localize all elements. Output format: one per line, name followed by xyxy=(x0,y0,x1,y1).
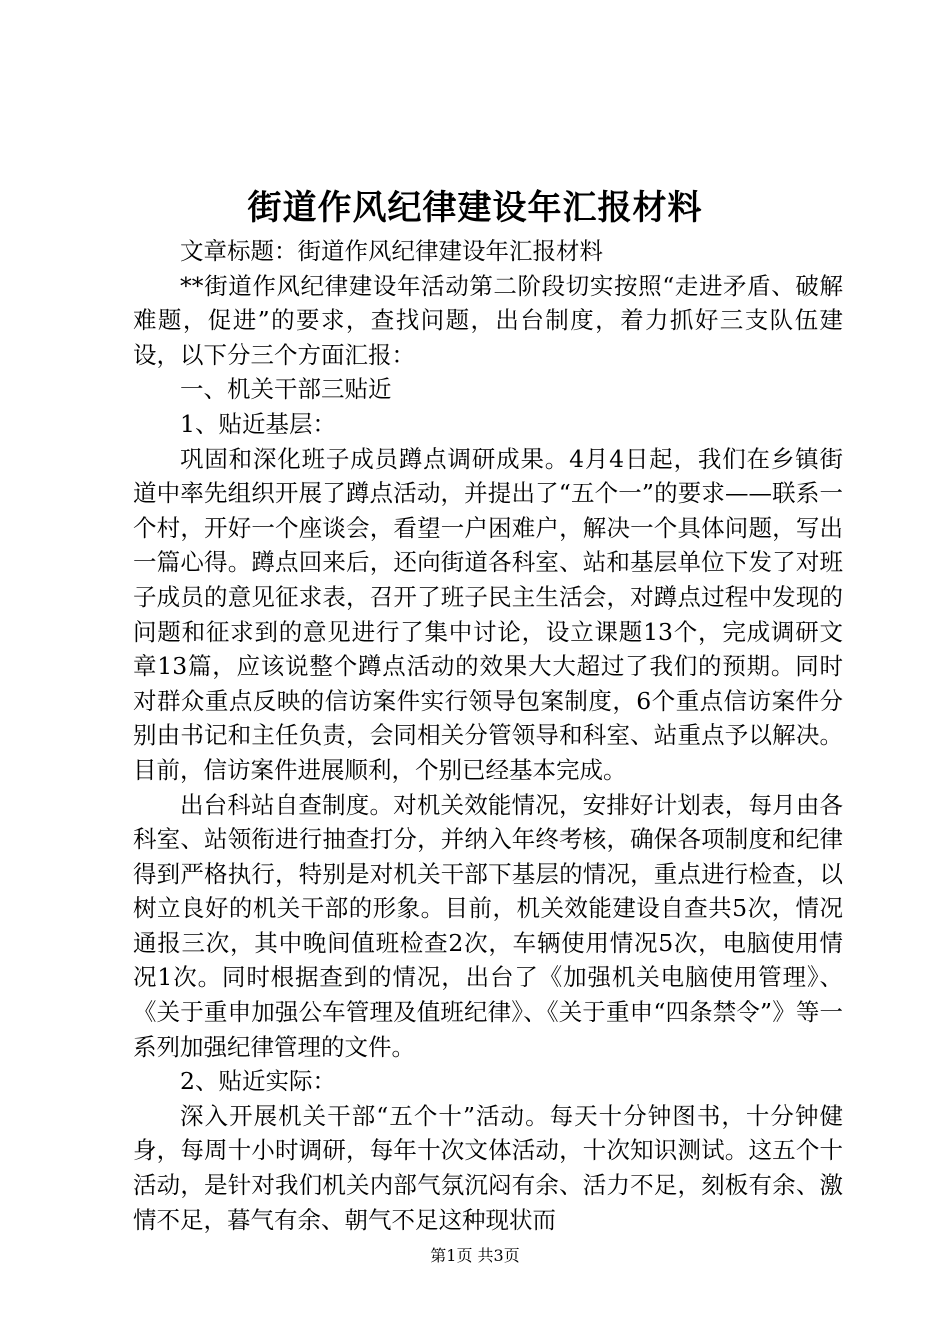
article-title-line: 文章标题：街道作风纪律建设年汇报材料 xyxy=(180,237,603,265)
body-paragraph-2: 出台科站自查制度。对机关效能情况，安排好计划表，每月由各科室、站领衔进行抽查打分，并纳入年终考核，确保各项制度和纪律得到严格执行，特别是对机关干部下基层的情况，重点进行检查，以树立良好的机关干部的形象。目前，机关效能建设自查共5次，情况通报三次，其中晚间值班检查2次，车辆使用情况5次，电脑使用情况1次。同时根据查到的情况，出台了《加强机关电脑使用管理》、《关于重申加强公车管理及值班纪律》、《关于重申“四条禁令”》等一系列加强纪律管理的文件。 xyxy=(133,790,843,1061)
page-footer: 第1页 共3页 xyxy=(430,1246,520,1265)
body-paragraph-1: 巩固和深化班子成员蹲点调研成果。4月4日起，我们在乡镇街道中率先组织开展了蹲点活动，并提出了“五个一”的要求——联系一个村，开好一个座谈会，看望一户困难户，解决一个具体问题，写出一篇心得。蹲点回来后，还向街道各科室、站和基层单位下发了对班子成员的意见征求表，召开了班子民主生活会，对蹲点过程中发现的问题和征求到的意见进行了集中讨论，设立课题13个，完成调研文章13篇，应该说整个蹲点活动的效果大大超过了我们的预期。同时对群众重点反映的信访案件实行领导包案制度，6个重点信访案件分别由书记和主任负责，会同相关分管领导和科室、站重点予以解决。目前，信访案件进展顺利，个别已经基本完成。 xyxy=(133,444,843,784)
intro-paragraph: **街道作风纪律建设年活动第二阶段切实按照“走进矛盾、破解难题，促进”的要求，查找问题，出台制度，着力抓好三支队伍建设，以下分三个方面汇报： xyxy=(133,271,843,369)
subsection-heading-2: 2、贴近实际： xyxy=(180,1067,336,1096)
body-paragraph-3: 深入开展机关干部“五个十”活动。每天十分钟图书，十分钟健身，每周十小时调研，每年十次文体活动，十次知识测试。这五个十活动，是针对我们机关内部气氛沉闷有余、活力不足，刻板有余、激情不足，暮气有余、朝气不足这种现状而 xyxy=(133,1101,843,1234)
section-heading-1: 一、机关干部三贴近 xyxy=(180,375,392,404)
document-body xyxy=(133,234,843,1237)
subsection-heading-1: 1、贴近基层： xyxy=(180,409,336,438)
document-title: 街道作风纪律建设年汇报材料 xyxy=(247,188,703,228)
